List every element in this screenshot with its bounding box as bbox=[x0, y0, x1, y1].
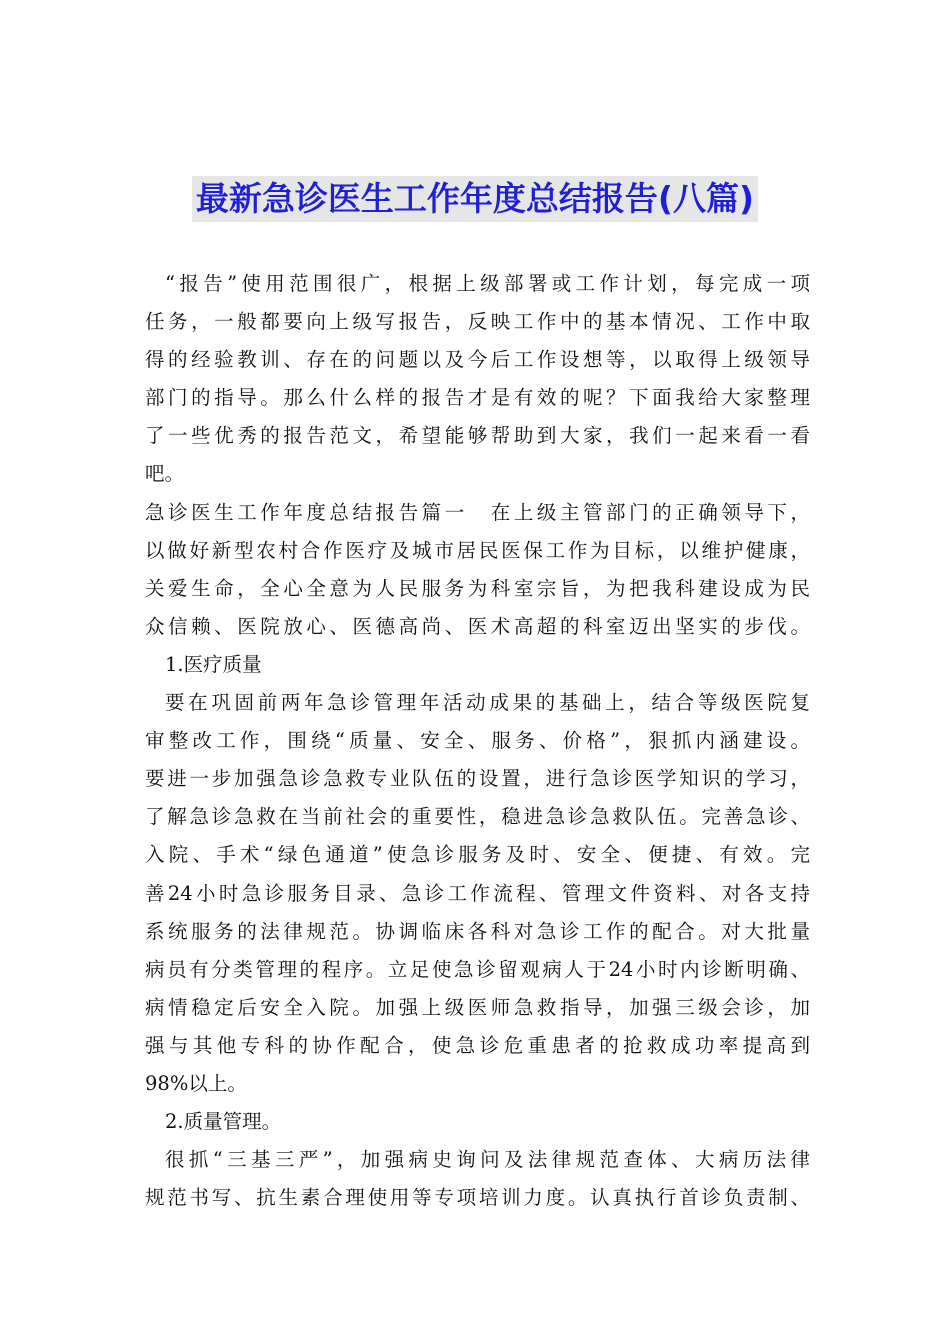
document-title: 最新急诊医生工作年度总结报告(八篇) bbox=[192, 176, 758, 222]
body-line-9: 关爱生命，全心全意为人民服务为科室宗旨，为把我科建设成为民 bbox=[145, 576, 810, 600]
body-line-13: 审整改工作，围绕“质量、安全、服务、价格”，狠抓内涵建设。 bbox=[145, 729, 810, 753]
body-line-18: 系统服务的法律规范。协调临床各科对急诊工作的配合。对大批量 bbox=[145, 919, 810, 943]
body-line-20: 病情稳定后安全入院。加强上级医师急救指导，加强三级会诊，加 bbox=[145, 995, 810, 1019]
section-heading-1: 1.医疗质量 bbox=[165, 652, 262, 676]
body-line-15: 了解急诊急救在当前社会的重要性，稳进急诊急救队伍。完善急诊、 bbox=[145, 805, 810, 829]
document-body bbox=[145, 265, 810, 1217]
body-line-5: 了一些优秀的报告范文，希望能够帮助到大家，我们一起来看一看 bbox=[145, 424, 810, 448]
body-line-25: 规范书写、抗生素合理使用等专项培训力度。认真执行首诊负责制、 bbox=[145, 1186, 810, 1210]
body-line-12: 要在巩固前两年急诊管理年活动成果的基础上，结合等级医院复 bbox=[165, 691, 810, 715]
body-line-14: 要进一步加强急诊急救专业队伍的设置，进行急诊医学知识的学习， bbox=[145, 767, 810, 791]
body-line-22: 98%以上。 bbox=[145, 1071, 247, 1095]
body-line-10: 众信赖、医院放心、医德高尚、医术高超的科室迈出坚实的步伐。 bbox=[145, 614, 810, 638]
body-line-16: 入院、手术“绿色通道”使急诊服务及时、安全、便捷、有效。完 bbox=[145, 843, 810, 867]
body-line-1: “报告”使用范围很广，根据上级部署或工作计划，每完成一项 bbox=[165, 272, 810, 295]
body-line-8: 以做好新型农村合作医疗及城市居民医保工作为目标，以维护健康， bbox=[145, 538, 810, 562]
body-line-19: 病员有分类管理的程序。立足使急诊留观病人于24小时内诊断明确、 bbox=[145, 957, 810, 981]
section-heading-2: 2.质量管理。 bbox=[165, 1110, 282, 1134]
body-line-2: 任务，一般都要向上级写报告，反映工作中的基本情况、工作中取 bbox=[145, 310, 810, 334]
body-line-4: 部门的指导。那么什么样的报告才是有效的呢？下面我给大家整理 bbox=[145, 386, 810, 410]
title-container bbox=[0, 176, 950, 222]
body-line-21: 强与其他专科的协作配合，使急诊危重患者的抢救成功率提高到 bbox=[145, 1033, 810, 1057]
body-line-6: 吧。 bbox=[145, 462, 185, 486]
body-line-24: 很抓“三基三严”，加强病史询问及法律规范查体、大病历法律 bbox=[165, 1148, 810, 1172]
body-line-17: 善24小时急诊服务目录、急诊工作流程、管理文件资料、对各支持 bbox=[145, 881, 810, 905]
body-line-7: 急诊医生工作年度总结报告篇一 在上级主管部门的正确领导下， bbox=[145, 500, 810, 524]
body-line-3: 得的经验教训、存在的问题以及今后工作设想等，以取得上级领导 bbox=[145, 348, 810, 372]
